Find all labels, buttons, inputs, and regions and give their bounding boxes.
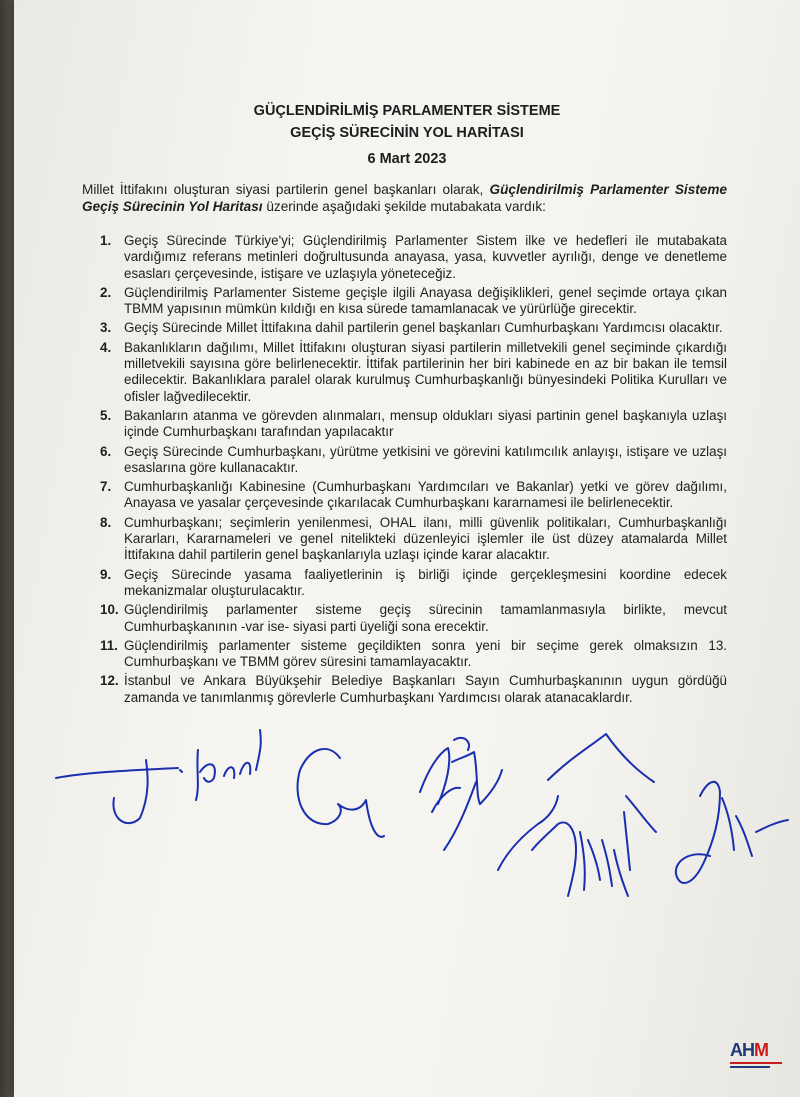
item-number: 10. bbox=[100, 602, 119, 618]
logo-part-1: AH bbox=[730, 1040, 754, 1060]
logo-underline-blue bbox=[730, 1066, 770, 1068]
list-item bbox=[82, 320, 727, 336]
item-number: 1. bbox=[100, 233, 112, 248]
signature-5 bbox=[676, 782, 788, 883]
item-text: Güçlendirilmiş parlamenter sisteme geçildikten sonra yeni bir seçime gerek olmaksızın 13. Cumhurbaşkanı ve TBMM görev süresini tamamlayacaktır. bbox=[124, 637, 727, 670]
list-item bbox=[82, 285, 727, 318]
logo-part-2: M bbox=[754, 1040, 768, 1060]
title-line-2: GEÇİŞ SÜRECİNİN YOL HARİTASI bbox=[290, 125, 524, 141]
list-item bbox=[82, 408, 727, 441]
item-text: Cumhurbaşkanı; seçimlerin yenilenmesi, OHAL ilanı, milli güvenlik politikaları, Cumhurbaşkanlığı Kararları, Kararnameleri ve genel nitelikteki düzenleyici işlemler ile üst düzey atamalarda Millet İttifakına dahil partilerin genel başkanlarıyla uzlaşı içinde karar alacaktır. bbox=[124, 514, 727, 563]
document-page bbox=[14, 0, 800, 1097]
item-number: 8. bbox=[100, 514, 112, 530]
title-line-1: GÜÇLENDİRİLMİŞ PARLAMENTER SİSTEME bbox=[253, 103, 561, 119]
list-item bbox=[82, 567, 727, 600]
document-date: 6 Mart 2023 bbox=[367, 151, 447, 167]
brand-logo bbox=[730, 1040, 794, 1074]
list-item bbox=[82, 602, 727, 635]
item-number: 4. bbox=[100, 339, 112, 355]
list-item bbox=[82, 233, 727, 282]
item-text: Güçlendirilmiş parlamenter sisteme geçiş sürecinin tamamlanmasıyla birlikte, mevcut Cumhurbaşkanının -var ise- siyasi parti üyeliği sona erecektir. bbox=[124, 602, 727, 634]
agreement-list bbox=[82, 233, 727, 709]
item-text: Cumhurbaşkanlığı Kabinesine (Cumhurbaşkanı Yardımcıları ve Bakanlar) yetki ve görev dağılımı, Anayasa ve yasalar çerçevesinde çıkarılacak Cumhurbaşkanı kararnamesi ile belirlenecektir. bbox=[124, 479, 727, 511]
item-number: 9. bbox=[100, 566, 112, 582]
item-number: 11. bbox=[100, 637, 118, 653]
list-item bbox=[82, 479, 727, 512]
item-number: 5. bbox=[100, 407, 112, 423]
intro-after: üzerinde aşağıdaki şekilde mutabakata vardık: bbox=[262, 199, 546, 214]
list-item bbox=[82, 340, 727, 405]
item-number: 3. bbox=[100, 320, 112, 336]
list-item bbox=[82, 515, 727, 564]
item-text: Geçiş Sürecinde yasama faaliyetlerinin iş birliği içinde gerçekleşmesini koordine edecek mekanizmalar oluşturulacaktır. bbox=[124, 566, 727, 598]
intro-emphasis: Güçlendirilmiş Parlamenter Sisteme Geçiş Sürecinin Yol Haritası bbox=[82, 182, 728, 214]
signature-3 bbox=[420, 738, 502, 850]
item-text: Güçlendirilmiş Parlamenter Sisteme geçişle ilgili Anayasa değişiklikleri, genel seçimde ortaya çıkan TBMM yapısının mümkün kıldığı en kısa sürede tamamlanacak ve yürürlüğe girecektir. bbox=[124, 284, 727, 317]
signature-1 bbox=[56, 730, 261, 823]
signatures-area bbox=[28, 700, 800, 940]
item-number: 6. bbox=[100, 443, 112, 459]
item-text: Geçiş Sürecinde Millet İttifakına dahil partilerin genel başkanları Cumhurbaşkanı Yardımcısı olacaktır. bbox=[124, 320, 723, 336]
logo-underline-red bbox=[730, 1062, 782, 1064]
intro-before: Millet İttifakını oluşturan siyasi partilerin genel başkanları olarak, bbox=[82, 182, 490, 197]
signature-2 bbox=[298, 749, 384, 837]
document-header bbox=[14, 100, 800, 170]
item-text: Bakanların atanma ve görevden alınmaları, mensup oldukları siyasi partinin genel başkanıyla uzlaşı içinde Cumhurbaşkanı tarafından yapılacaktır bbox=[124, 407, 727, 440]
item-text: Geçiş Sürecinde Türkiye'yi; Güçlendirilmiş Parlamenter Sistem ilke ve hedefleri ile mutabakata vardığımız referans metinleri doğrultusunda anayasa, yasa, kuvvetler ayrılığı, denge ve denetleme esasları çerçevesinde, istişare ve uzlaşıyla yöneteceğiz. bbox=[124, 233, 727, 281]
item-number: 7. bbox=[100, 479, 112, 495]
list-item bbox=[82, 444, 727, 477]
item-text: Bakanlıkların dağılımı, Millet İttifakını oluşturan siyasi partilerin milletvekili genel seçiminde çıkardığı milletvekili sayısına göre belirlenecektir. İttifak partilerinin her biri kabinede en az bir bakan ile temsil edilecektir. Bakanlıklara paralel olarak kurulmuş Cumhurbaşkanlığı bünyesindeki Politika Kurulları ve ofisler lağvedilecektir. bbox=[124, 339, 727, 404]
item-number: 12. bbox=[100, 673, 119, 689]
item-text: Geçiş Sürecinde Cumhurbaşkanı, yürütme yetkisini ve görevini katılımcılık anlayışı, istişare ve uzlaşı esaslarına göre kullanacaktır. bbox=[124, 443, 727, 475]
item-text: İstanbul ve Ankara Büyükşehir Belediye Başkanları Sayın Cumhurbaşkanının uygun gördüğü zamanda ve tanımlanmış görevlerle Cumhurbaşkanı Yardımcısı olarak atanacaklardır. bbox=[124, 673, 727, 705]
signature-4 bbox=[498, 734, 656, 896]
intro-paragraph bbox=[82, 181, 727, 215]
list-item bbox=[82, 638, 727, 671]
item-number: 2. bbox=[100, 284, 112, 300]
